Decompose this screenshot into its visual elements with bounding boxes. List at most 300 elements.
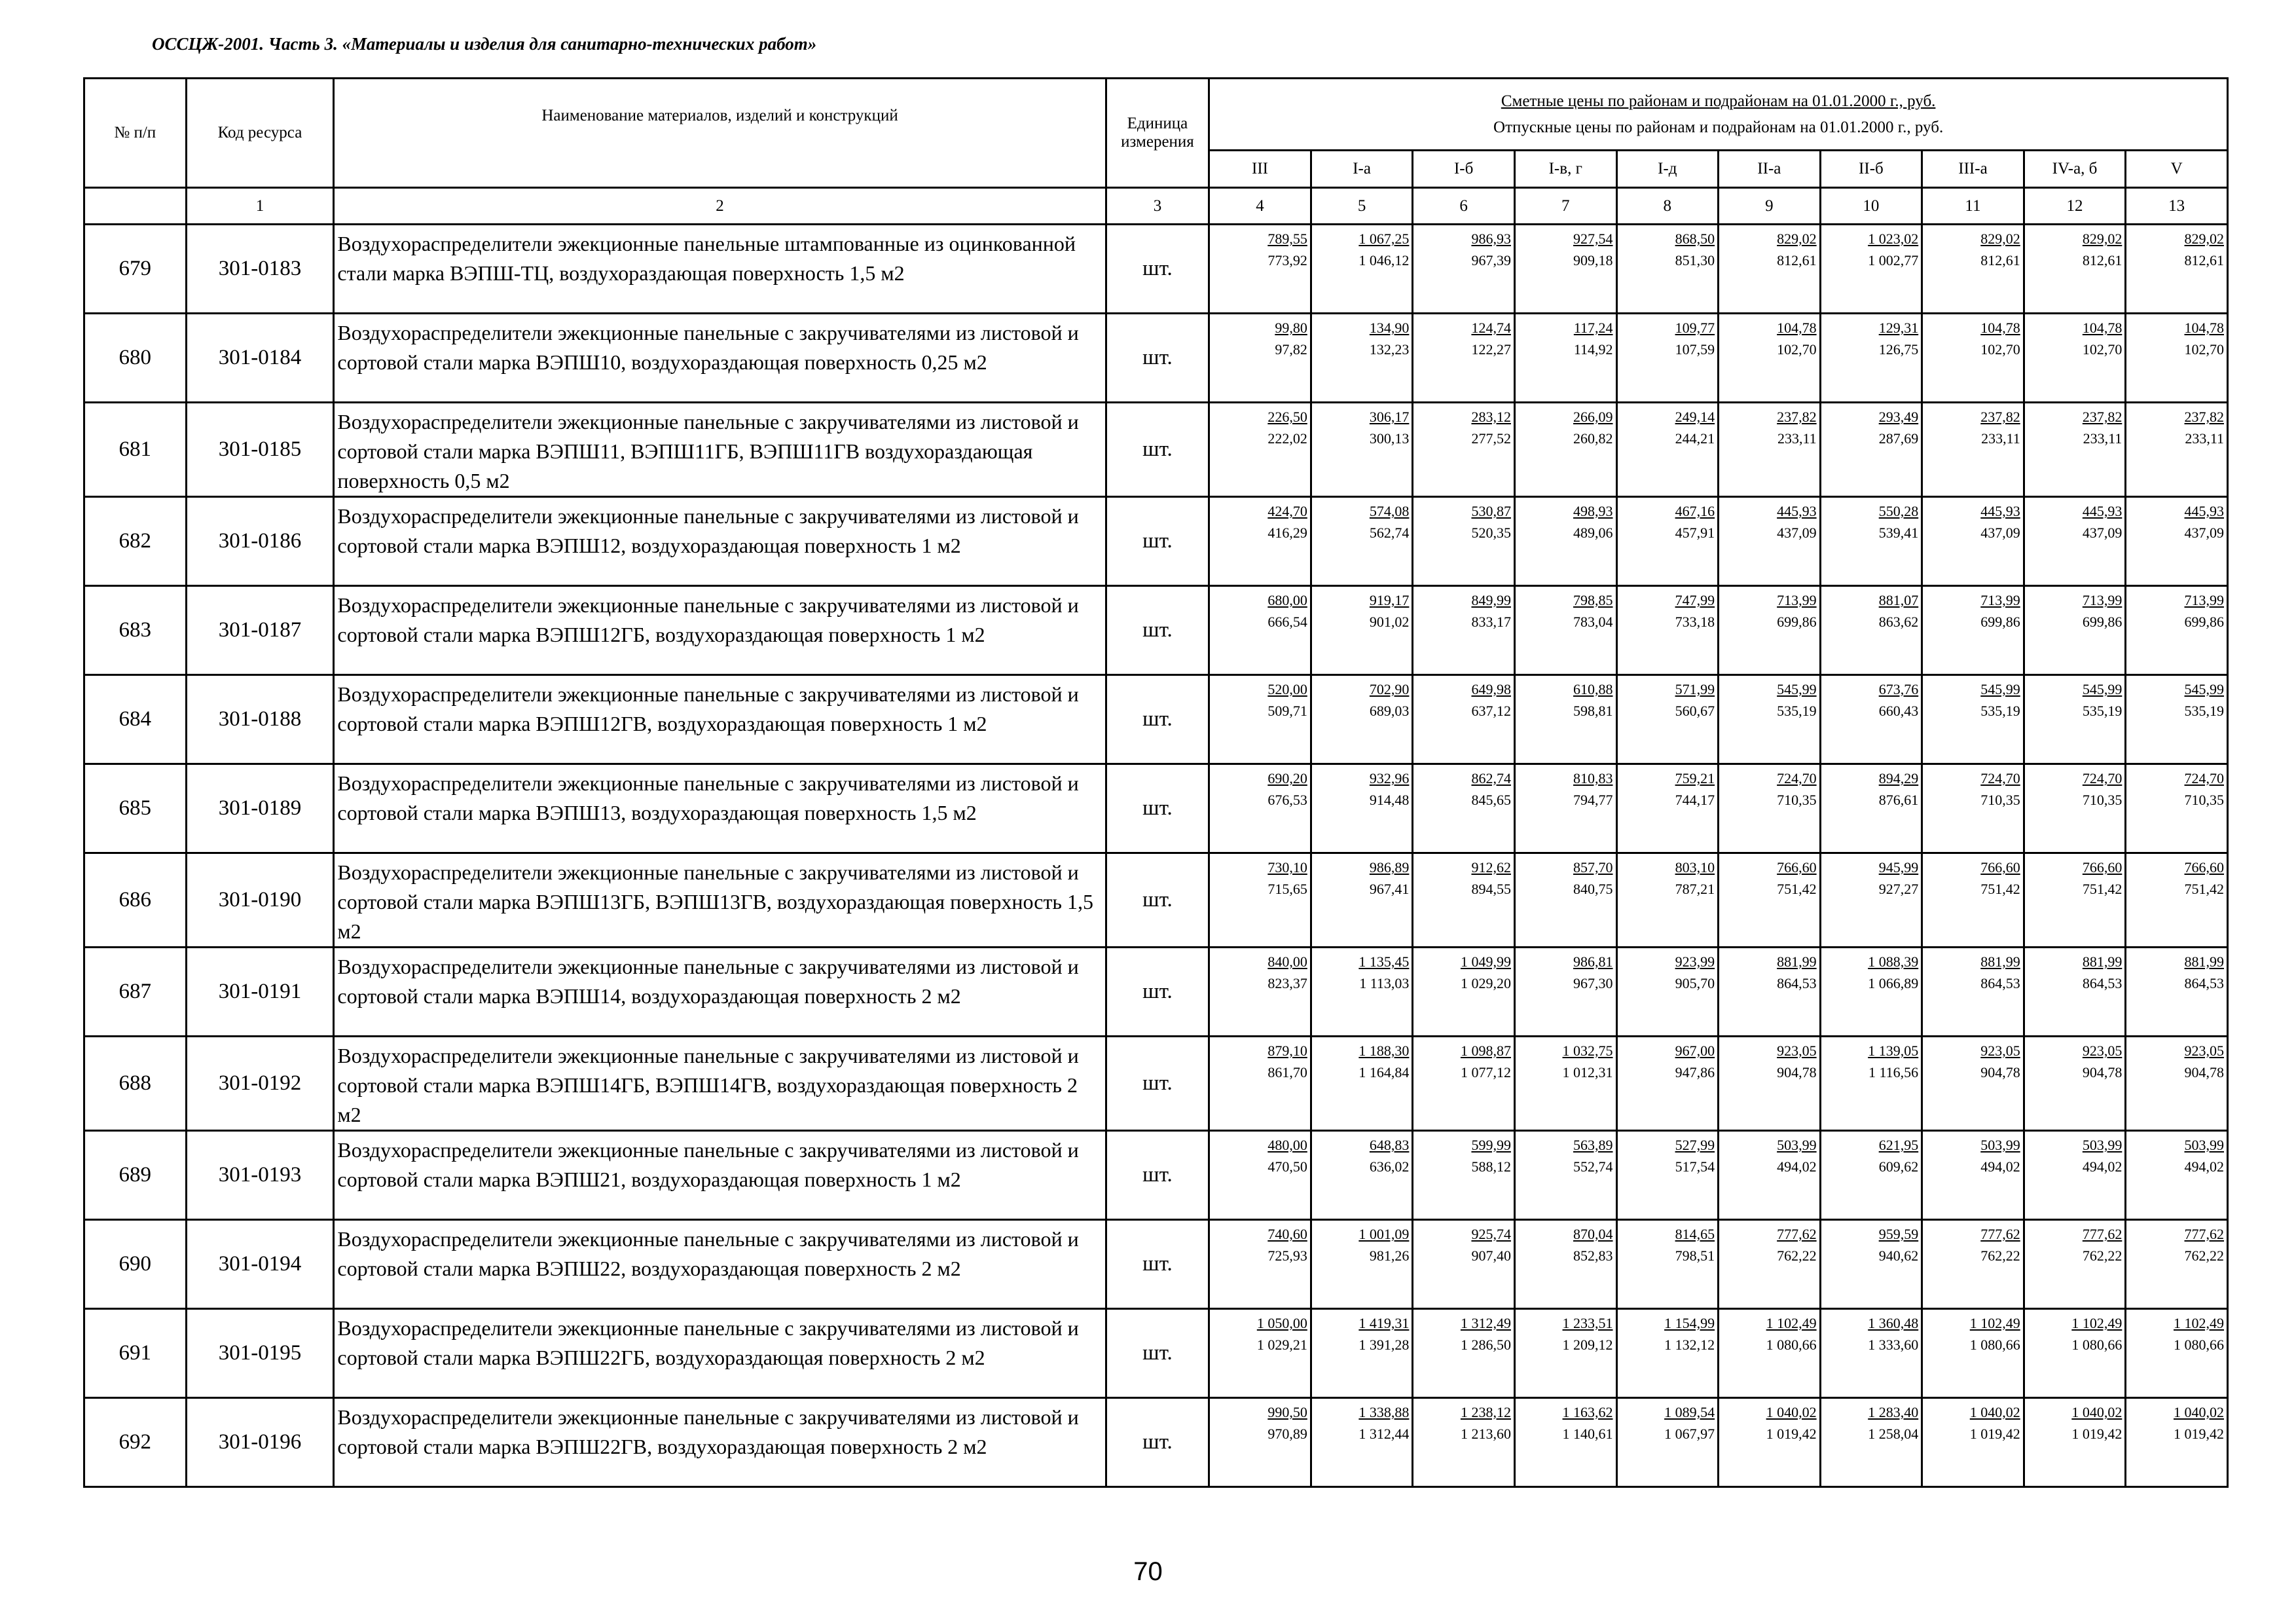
row-number: 688 — [84, 1037, 187, 1131]
price-cell — [1209, 314, 1311, 403]
price-cell — [1413, 586, 1515, 675]
estimated-price: 480,00 — [1267, 1137, 1307, 1153]
region-header: I-а — [1311, 151, 1413, 188]
region-header: II-б — [1820, 151, 1922, 188]
price-cell — [1514, 403, 1616, 497]
row-number: 690 — [84, 1220, 187, 1309]
release-price: 609,62 — [1878, 1158, 1919, 1175]
table-row — [84, 497, 2228, 586]
col-header-code: Код ресурса — [186, 79, 334, 188]
release-price: 710,35 — [1777, 792, 1817, 808]
column-number: 9 — [1719, 188, 1821, 225]
region-header: I-в, г — [1514, 151, 1616, 188]
estimated-price: 759,21 — [1675, 770, 1715, 786]
release-price: 517,54 — [1675, 1158, 1715, 1175]
material-name: Воздухораспределители эжекционные панельные с закручивателями из листовой и сортовой стали марка ВЭПШ11, ВЭПШ11ГБ, ВЭПШ11ГВ воздухораздающая поверхность 0,5 м2 — [334, 403, 1106, 497]
price-cell — [1413, 1398, 1515, 1487]
price-cell — [1922, 314, 2024, 403]
table-row — [84, 764, 2228, 853]
row-number: 684 — [84, 675, 187, 764]
price-cell — [1413, 1220, 1515, 1309]
release-price: 588,12 — [1471, 1158, 1511, 1175]
estimated-price: 967,00 — [1675, 1043, 1715, 1059]
estimated-price: 849,99 — [1471, 592, 1511, 608]
price-cell — [2126, 497, 2228, 586]
release-price: 1 019,42 — [1969, 1426, 2020, 1442]
column-number: 2 — [334, 188, 1106, 225]
table-row — [84, 853, 2228, 948]
estimated-price: 1 050,00 — [1256, 1315, 1307, 1331]
estimated-price: 545,99 — [2184, 681, 2224, 697]
price-cell — [1719, 1037, 1821, 1131]
estimated-price: 1 188,30 — [1358, 1043, 1410, 1059]
table-row — [84, 403, 2228, 497]
release-price: 1 029,20 — [1460, 975, 1511, 991]
release-price: 102,70 — [1980, 341, 2020, 358]
estimated-price: 690,20 — [1267, 770, 1307, 786]
price-cell — [2024, 764, 2126, 853]
release-price: 114,92 — [1573, 341, 1613, 358]
estimated-price: 104,78 — [1777, 320, 1817, 336]
material-name: Воздухораспределители эжекционные панельные с закручивателями из листовой и сортовой стали марка ВЭПШ14ГБ, ВЭПШ14ГВ, воздухораздающая поверхность 2 м2 — [334, 1037, 1106, 1131]
estimated-price: 713,99 — [2184, 592, 2224, 608]
region-header: III-а — [1922, 151, 2024, 188]
release-price: 864,53 — [1777, 975, 1817, 991]
price-cell — [1616, 586, 1719, 675]
price-cell — [1311, 948, 1413, 1037]
release-price: 812,61 — [1777, 252, 1817, 268]
estimated-price: 237,82 — [1777, 409, 1817, 425]
release-price: 876,61 — [1878, 792, 1919, 808]
estimated-price: 1 102,49 — [2174, 1315, 2224, 1331]
row-number: 682 — [84, 497, 187, 586]
estimated-price: 1 102,49 — [1969, 1315, 2020, 1331]
estimated-price: 1 040,02 — [2174, 1404, 2224, 1420]
price-cell — [1719, 225, 1821, 314]
price-cell — [1616, 314, 1719, 403]
price-cell — [1719, 853, 1821, 948]
estimated-price: 923,05 — [2184, 1043, 2224, 1059]
resource-code: 301-0192 — [186, 1037, 334, 1131]
price-cell — [1820, 948, 1922, 1037]
row-number: 685 — [84, 764, 187, 853]
release-price: 773,92 — [1267, 252, 1307, 268]
price-cell — [2126, 586, 2228, 675]
price-cell — [1922, 1131, 2024, 1220]
release-price: 300,13 — [1369, 430, 1410, 447]
estimated-price: 724,70 — [2082, 770, 2123, 786]
release-price: 967,30 — [1573, 975, 1613, 991]
release-price: 494,02 — [1777, 1158, 1817, 1175]
estimated-price: 266,09 — [1573, 409, 1613, 425]
estimated-price: 649,98 — [1471, 681, 1511, 697]
release-price: 762,22 — [1777, 1247, 1817, 1264]
price-cell — [2126, 1220, 2228, 1309]
estimated-price: 724,70 — [1777, 770, 1817, 786]
estimated-price: 803,10 — [1675, 859, 1715, 876]
price-cell — [1413, 1309, 1515, 1398]
price-cell — [1209, 497, 1311, 586]
estimated-price: 293,49 — [1878, 409, 1919, 425]
release-price: 904,78 — [1777, 1064, 1817, 1080]
release-price: 699,86 — [1777, 614, 1817, 630]
estimated-price: 599,99 — [1471, 1137, 1511, 1153]
estimated-price: 1 233,51 — [1562, 1315, 1613, 1331]
estimated-price: 829,02 — [1980, 231, 2020, 247]
price-cell — [1209, 1398, 1311, 1487]
release-price: 470,50 — [1267, 1158, 1307, 1175]
estimated-price: 881,07 — [1878, 592, 1919, 608]
estimated-price: 503,99 — [2184, 1137, 2224, 1153]
resource-code: 301-0196 — [186, 1398, 334, 1487]
release-price: 233,11 — [2185, 430, 2224, 447]
column-number: 8 — [1616, 188, 1719, 225]
price-cell — [1311, 1220, 1413, 1309]
price-cell — [2126, 1309, 2228, 1398]
material-name: Воздухораспределители эжекционные панельные с закручивателями из листовой и сортовой стали марка ВЭПШ22ГБ, воздухораздающая поверхность 2 м2 — [334, 1309, 1106, 1398]
price-cell — [1616, 853, 1719, 948]
price-cell — [1719, 675, 1821, 764]
price-cell — [1820, 497, 1922, 586]
col-header-name: Наименование материалов, изделий и конструкций — [334, 79, 1106, 188]
price-cell — [1616, 225, 1719, 314]
release-price: 1 132,12 — [1664, 1337, 1715, 1353]
release-price: 699,86 — [2184, 614, 2224, 630]
release-price: 489,06 — [1573, 525, 1613, 541]
price-cell — [2126, 948, 2228, 1037]
release-price: 901,02 — [1369, 614, 1410, 630]
release-price: 666,54 — [1267, 614, 1307, 630]
price-cell — [1820, 675, 1922, 764]
price-cell — [2024, 1037, 2126, 1131]
estimated-price: 925,74 — [1471, 1226, 1511, 1242]
price-cell — [2024, 403, 2126, 497]
estimated-price: 777,62 — [2082, 1226, 2123, 1242]
price-cell — [1514, 1131, 1616, 1220]
price-cell — [1209, 853, 1311, 948]
release-price: 1 080,66 — [2174, 1337, 2224, 1353]
price-cell — [1209, 1131, 1311, 1220]
price-cell — [1514, 764, 1616, 853]
estimated-price: 1 338,88 — [1358, 1404, 1410, 1420]
price-cell — [1922, 853, 2024, 948]
release-price: 863,62 — [1878, 614, 1919, 630]
unit-of-measure: шт. — [1106, 1037, 1209, 1131]
estimated-price: 109,77 — [1675, 320, 1715, 336]
price-cell — [2126, 675, 2228, 764]
column-number: 13 — [2126, 188, 2228, 225]
table-row — [84, 948, 2228, 1037]
price-cell — [1719, 1398, 1821, 1487]
estimated-price: 986,81 — [1573, 953, 1613, 970]
unit-of-measure: шт. — [1106, 1220, 1209, 1309]
release-price: 909,18 — [1573, 252, 1613, 268]
table-row — [84, 1131, 2228, 1220]
release-price: 552,74 — [1573, 1158, 1613, 1175]
estimated-price: 467,16 — [1675, 503, 1715, 519]
resource-code: 301-0183 — [186, 225, 334, 314]
material-name: Воздухораспределители эжекционные панельные с закручивателями из листовой и сортовой стали марка ВЭПШ13, воздухораздающая поверхность 1,5 м2 — [334, 764, 1106, 853]
estimated-price: 713,99 — [1777, 592, 1817, 608]
estimated-price: 829,02 — [1777, 231, 1817, 247]
price-cell — [1616, 1220, 1719, 1309]
release-price: 1 066,89 — [1868, 975, 1919, 991]
estimated-price: 814,65 — [1675, 1226, 1715, 1242]
estimated-price: 503,99 — [2082, 1137, 2123, 1153]
region-header: V — [2126, 151, 2228, 188]
table-row — [84, 1220, 2228, 1309]
estimated-price: 927,54 — [1573, 231, 1613, 247]
release-price: 97,82 — [1275, 341, 1307, 358]
estimated-price: 237,82 — [2184, 409, 2224, 425]
price-cell — [1413, 1131, 1515, 1220]
price-cell — [2126, 853, 2228, 948]
row-number: 686 — [84, 853, 187, 948]
estimated-price: 945,99 — [1878, 859, 1919, 876]
price-cell — [2024, 225, 2126, 314]
estimated-price: 932,96 — [1369, 770, 1410, 786]
estimated-price: 881,99 — [1777, 953, 1817, 970]
material-name: Воздухораспределители эжекционные панельные штампованные из оцинкованной стали марка ВЭПШ-ТЦ, воздухораздающая поверхность 1,5 м2 — [334, 225, 1106, 314]
price-cell — [1413, 225, 1515, 314]
release-price: 689,03 — [1369, 703, 1410, 719]
material-name: Воздухораспределители эжекционные панельные с закручивателями из листовой и сортовой стали марка ВЭПШ22, воздухораздающая поверхность 2 м2 — [334, 1220, 1106, 1309]
price-table — [83, 77, 2229, 1488]
price-cell — [1413, 1037, 1515, 1131]
estimated-price: 862,74 — [1471, 770, 1511, 786]
unit-of-measure: шт. — [1106, 948, 1209, 1037]
estimated-price: 829,02 — [2184, 231, 2224, 247]
row-number: 687 — [84, 948, 187, 1037]
price-cell — [1820, 225, 1922, 314]
resource-code: 301-0195 — [186, 1309, 334, 1398]
release-price: 1 029,21 — [1256, 1337, 1307, 1353]
price-cell — [1719, 1131, 1821, 1220]
estimated-price: 766,60 — [2184, 859, 2224, 876]
price-cell — [1616, 675, 1719, 764]
release-price: 1 312,44 — [1358, 1426, 1410, 1442]
release-price: 233,11 — [1777, 430, 1817, 447]
material-name: Воздухораспределители эжекционные панельные с закручивателями из листовой и сортовой стали марка ВЭПШ12ГВ, воздухораздающая поверхность 1 м2 — [334, 675, 1106, 764]
price-cell — [1209, 586, 1311, 675]
estimated-price: 829,02 — [2082, 231, 2123, 247]
table-row — [84, 225, 2228, 314]
estimated-price: 810,83 — [1573, 770, 1613, 786]
material-name: Воздухораспределители эжекционные панельные с закручивателями из листовой и сортовой стали марка ВЭПШ10, воздухораздающая поверхность 0,25 м2 — [334, 314, 1106, 403]
release-price: 509,71 — [1267, 703, 1307, 719]
material-name: Воздухораспределители эжекционные панельные с закручивателями из листовой и сортовой стали марка ВЭПШ13ГБ, ВЭПШ13ГВ, воздухораздающая поверхность 1,5 м2 — [334, 853, 1106, 948]
table-body — [84, 225, 2228, 1487]
region-header: IV-а, б — [2024, 151, 2126, 188]
estimated-price: 702,90 — [1369, 681, 1410, 697]
release-price: 437,09 — [2184, 525, 2224, 541]
release-price: 751,42 — [2184, 881, 2224, 897]
unit-of-measure: шт. — [1106, 1309, 1209, 1398]
release-price: 1 080,66 — [1969, 1337, 2020, 1353]
estimated-price: 237,82 — [1980, 409, 2020, 425]
column-number: 6 — [1413, 188, 1515, 225]
release-price: 132,23 — [1369, 341, 1410, 358]
release-price: 1 113,03 — [1359, 975, 1410, 991]
release-price: 598,81 — [1573, 703, 1613, 719]
release-price: 457,91 — [1675, 525, 1715, 541]
estimated-price: 445,93 — [2082, 503, 2123, 519]
price-estimated-label: Сметные цены по районам и подрайонам на 01.01.2000 г., руб. — [1501, 92, 1936, 110]
row-number: 681 — [84, 403, 187, 497]
release-price: 260,82 — [1573, 430, 1613, 447]
release-price: 751,42 — [2082, 881, 2123, 897]
estimated-price: 563,89 — [1573, 1137, 1613, 1153]
estimated-price: 530,87 — [1471, 503, 1511, 519]
release-price: 914,48 — [1369, 792, 1410, 808]
price-cell — [1922, 948, 2024, 1037]
estimated-price: 1 040,02 — [1969, 1404, 2020, 1420]
estimated-price: 503,99 — [1980, 1137, 2020, 1153]
material-name: Воздухораспределители эжекционные панельные с закручивателями из листовой и сортовой стали марка ВЭПШ14, воздухораздающая поверхность 2 м2 — [334, 948, 1106, 1037]
estimated-price: 1 154,99 — [1664, 1315, 1715, 1331]
estimated-price: 1 238,12 — [1460, 1404, 1511, 1420]
estimated-price: 571,99 — [1675, 681, 1715, 697]
price-cell — [1616, 1037, 1719, 1131]
price-cell — [1311, 314, 1413, 403]
release-price: 1 213,60 — [1460, 1426, 1511, 1442]
region-header: III — [1209, 151, 1311, 188]
estimated-price: 730,10 — [1267, 859, 1307, 876]
price-cell — [1514, 1309, 1616, 1398]
estimated-price: 249,14 — [1675, 409, 1715, 425]
release-price: 710,35 — [1980, 792, 2020, 808]
unit-of-measure: шт. — [1106, 764, 1209, 853]
price-cell — [1209, 403, 1311, 497]
estimated-price: 1 419,31 — [1358, 1315, 1410, 1331]
estimated-price: 1 023,02 — [1868, 231, 1919, 247]
price-cell — [2024, 948, 2126, 1037]
price-cell — [1413, 497, 1515, 586]
release-price: 233,11 — [1981, 430, 2020, 447]
unit-of-measure: шт. — [1106, 853, 1209, 948]
price-cell — [1820, 853, 1922, 948]
estimated-price: 1 163,62 — [1562, 1404, 1613, 1420]
price-cell — [1311, 1309, 1413, 1398]
release-price: 1 077,12 — [1460, 1064, 1511, 1080]
release-price: 762,22 — [2082, 1247, 2123, 1264]
estimated-price: 545,99 — [2082, 681, 2123, 697]
price-cell — [2024, 497, 2126, 586]
resource-code: 301-0184 — [186, 314, 334, 403]
release-price: 416,29 — [1267, 525, 1307, 541]
price-cell — [2024, 314, 2126, 403]
price-cell — [1514, 1037, 1616, 1131]
column-number: 11 — [1922, 188, 2024, 225]
estimated-price: 673,76 — [1878, 681, 1919, 697]
price-cell — [1209, 948, 1311, 1037]
release-price: 535,19 — [1777, 703, 1817, 719]
price-cell — [1820, 314, 1922, 403]
estimated-price: 747,99 — [1675, 592, 1715, 608]
price-cell — [1311, 1037, 1413, 1131]
release-price: 699,86 — [2082, 614, 2123, 630]
unit-of-measure: шт. — [1106, 586, 1209, 675]
release-price: 762,22 — [1980, 1247, 2020, 1264]
estimated-price: 1 283,40 — [1868, 1404, 1919, 1420]
release-price: 437,09 — [1980, 525, 2020, 541]
release-price: 927,27 — [1878, 881, 1919, 897]
release-price: 904,78 — [2082, 1064, 2123, 1080]
estimated-price: 713,99 — [1980, 592, 2020, 608]
column-number-row — [84, 188, 2228, 225]
release-price: 102,70 — [2184, 341, 2224, 358]
price-cell — [1719, 764, 1821, 853]
estimated-price: 724,70 — [1980, 770, 2020, 786]
release-price: 1 012,31 — [1562, 1064, 1613, 1080]
column-number: 5 — [1311, 188, 1413, 225]
release-price: 845,65 — [1471, 792, 1511, 808]
estimated-price: 986,89 — [1369, 859, 1410, 876]
price-cell — [1311, 586, 1413, 675]
release-price: 710,35 — [2082, 792, 2123, 808]
unit-of-measure: шт. — [1106, 403, 1209, 497]
resource-code: 301-0193 — [186, 1131, 334, 1220]
price-cell — [2126, 1131, 2228, 1220]
release-price: 904,78 — [1980, 1064, 2020, 1080]
release-price: 535,19 — [1980, 703, 2020, 719]
estimated-price: 766,60 — [1980, 859, 2020, 876]
release-price: 783,04 — [1573, 614, 1613, 630]
estimated-price: 129,31 — [1878, 320, 1919, 336]
estimated-price: 1 067,25 — [1358, 231, 1410, 247]
release-price: 751,42 — [1980, 881, 2020, 897]
price-cell — [1413, 853, 1515, 948]
release-price: 981,26 — [1369, 1247, 1410, 1264]
estimated-price: 1 001,09 — [1358, 1226, 1410, 1242]
release-price: 1 140,61 — [1562, 1426, 1613, 1442]
estimated-price: 1 360,48 — [1868, 1315, 1919, 1331]
resource-code: 301-0189 — [186, 764, 334, 853]
price-cell — [1820, 764, 1922, 853]
estimated-price: 503,99 — [1777, 1137, 1817, 1153]
estimated-price: 1 102,49 — [2071, 1315, 2123, 1331]
price-cell — [1922, 675, 2024, 764]
release-price: 1 333,60 — [1868, 1337, 1919, 1353]
material-name: Воздухораспределители эжекционные панельные с закручивателями из листовой и сортовой стали марка ВЭПШ21, воздухораздающая поверхность 1 м2 — [334, 1131, 1106, 1220]
release-price: 1 116,56 — [1868, 1064, 1919, 1080]
release-price: 676,53 — [1267, 792, 1307, 808]
release-price: 733,18 — [1675, 614, 1715, 630]
release-price: 494,02 — [2184, 1158, 2224, 1175]
release-price: 751,42 — [1777, 881, 1817, 897]
release-price: 812,61 — [2082, 252, 2123, 268]
unit-of-measure: шт. — [1106, 675, 1209, 764]
release-price: 126,75 — [1878, 341, 1919, 358]
price-cell — [1719, 1220, 1821, 1309]
col-header-prices — [1209, 79, 2228, 151]
release-price: 787,21 — [1675, 881, 1715, 897]
price-cell — [1514, 1220, 1616, 1309]
price-cell — [1413, 764, 1515, 853]
price-cell — [1311, 764, 1413, 853]
price-cell — [1209, 764, 1311, 853]
price-cell — [1311, 403, 1413, 497]
price-cell — [1311, 225, 1413, 314]
unit-of-measure: шт. — [1106, 314, 1209, 403]
price-cell — [1820, 1037, 1922, 1131]
estimated-price: 574,08 — [1369, 503, 1410, 519]
estimated-price: 923,05 — [1777, 1043, 1817, 1059]
release-price: 1 067,97 — [1664, 1426, 1715, 1442]
estimated-price: 919,17 — [1369, 592, 1410, 608]
row-number: 689 — [84, 1131, 187, 1220]
release-price: 102,70 — [1777, 341, 1817, 358]
